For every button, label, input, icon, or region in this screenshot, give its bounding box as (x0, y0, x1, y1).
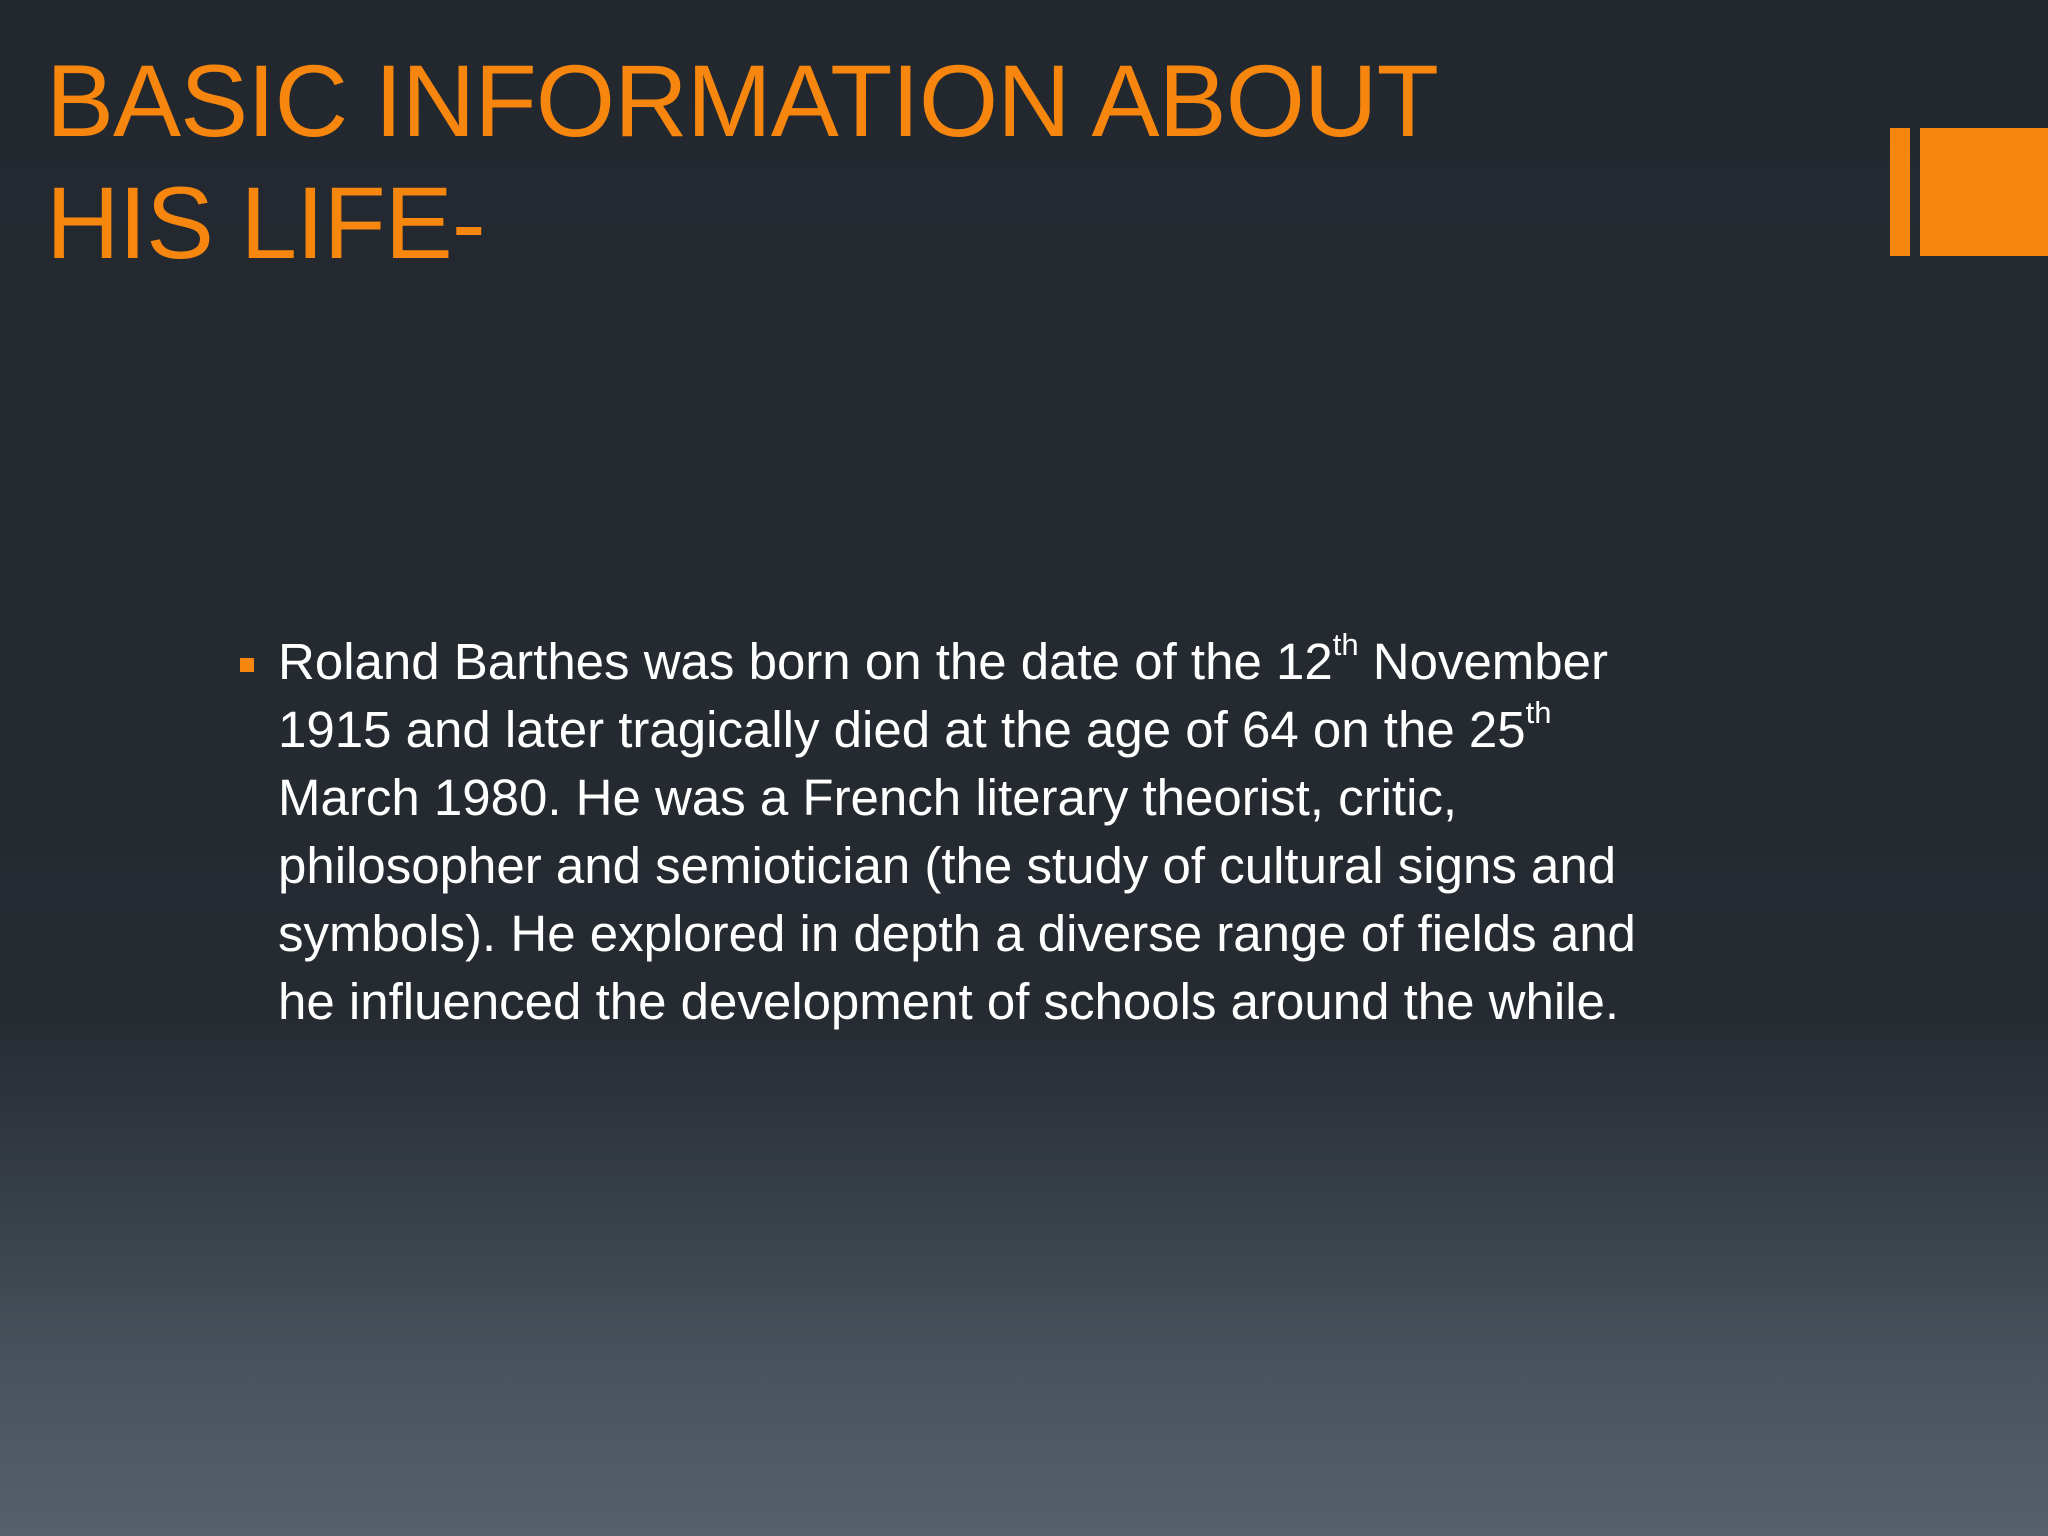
bullet-line-4: philosopher and semiotician (the study of cultural signs and (278, 837, 1617, 894)
slide-content (238, 628, 1818, 1036)
bullet-line-1-text: Roland Barthes was born on the date of the 12 (278, 633, 1333, 690)
bullet-item (238, 628, 1818, 1036)
bullet-line-6: he influenced the development of schools around the while. (278, 973, 1620, 1030)
bullet-line-5: symbols). He explored in depth a diverse range of fields and (278, 905, 1636, 962)
bullet-line-3: March 1980. He was a French literary theorist, critic, (278, 769, 1458, 826)
bullet-line-2-superscript: th (1525, 695, 1552, 730)
bullet-line-2-text: 1915 and later tragically died at the age of 64 on the 25 (278, 701, 1526, 758)
bullet-line-2 (278, 696, 1818, 764)
slide-title (46, 40, 1606, 284)
accent-block-decoration (1920, 128, 2048, 256)
accent-bar-decoration (1890, 128, 1910, 256)
slide-title-line-1: BASIC INFORMATION ABOUT (46, 44, 1438, 158)
bullet-square-icon (240, 658, 254, 672)
bullet-line-1-text-end: November (1358, 633, 1608, 690)
bullet-line-1 (278, 628, 1818, 696)
slide-title-line-2: HIS LIFE- (46, 166, 485, 280)
bullet-line-1-superscript: th (1332, 627, 1359, 662)
